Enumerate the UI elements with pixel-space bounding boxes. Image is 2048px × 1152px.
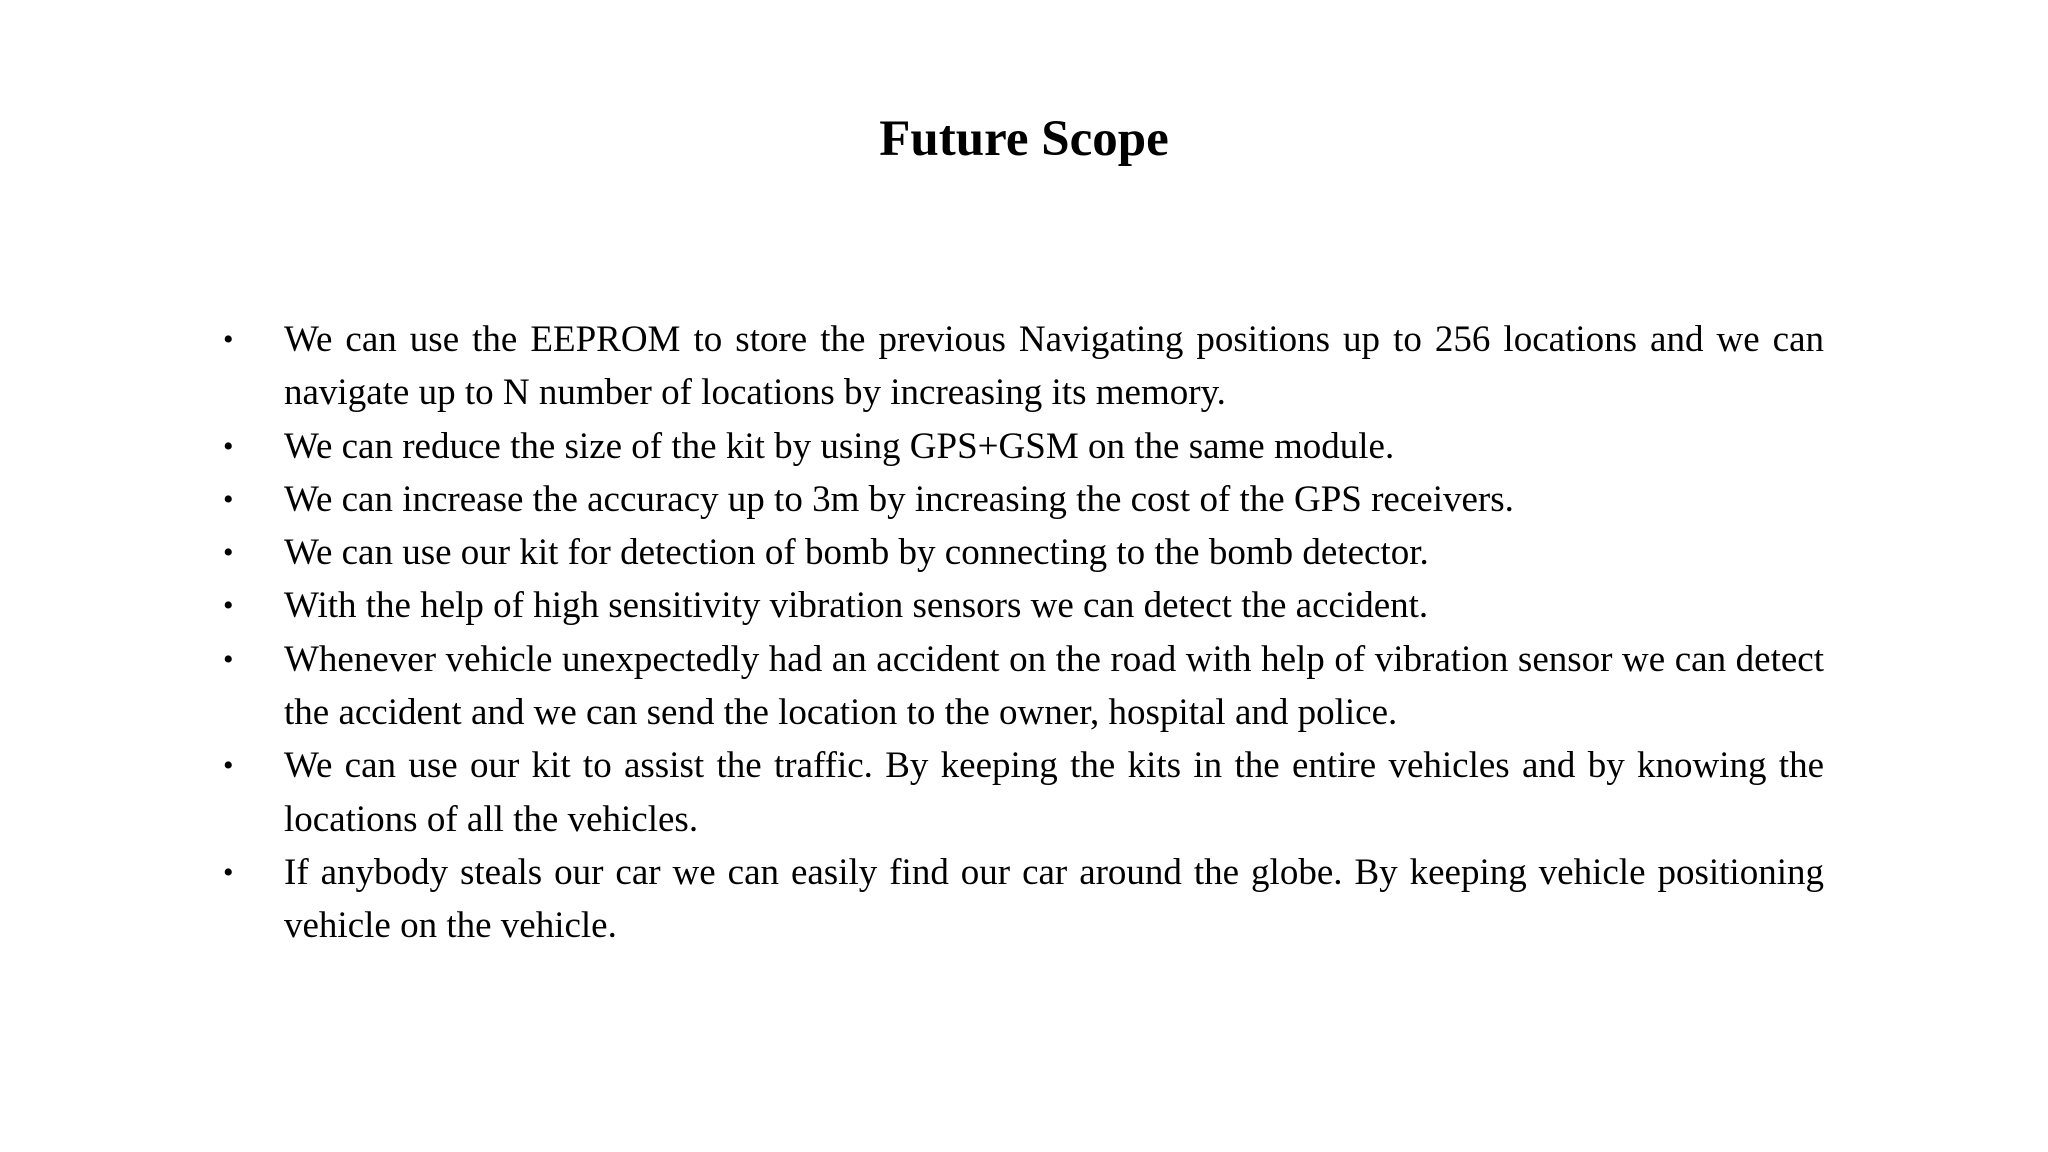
list-item: [223, 579, 1824, 632]
bullet-icon: •: [223, 855, 234, 889]
list-item-text: We can use the EEPROM to store the previous Navigating positions up to 256 locations and we can navigate up to N number of locations by increasing its memory.: [284, 319, 1824, 414]
list-item-text: If anybody steals our car we can easily find our car around the globe. By keeping vehicle positioning vehicle on the vehicle.: [284, 851, 1824, 947]
slide-title: Future Scope: [879, 111, 1169, 167]
list-item: [223, 633, 1824, 740]
bullet-icon: •: [223, 323, 234, 356]
list-item: [223, 420, 1824, 473]
list-item: [223, 739, 1824, 846]
bullet-icon: •: [223, 749, 234, 783]
list-item-text: We can reduce the size of the kit by using GPS+GSM on the same module.: [284, 425, 1395, 467]
list-item-text: We can increase the accuracy up to 3m by increasing the cost of the GPS receivers.: [284, 478, 1514, 520]
bullet-list: [223, 313, 1824, 953]
bullet-icon: •: [223, 642, 234, 676]
list-item: [223, 846, 1824, 953]
list-item-text: We can use our kit for detection of bomb by connecting to the bomb detector.: [284, 532, 1429, 574]
bullet-icon: •: [223, 482, 234, 516]
bullet-icon: •: [223, 589, 234, 623]
list-item-text: We can use our kit to assist the traffic. By keeping the kits in the entire vehicles and by knowing the locations of all the vehicles.: [284, 745, 1824, 840]
list-item: [223, 473, 1824, 526]
list-item: [223, 526, 1824, 579]
list-item-text: With the help of high sensitivity vibration sensors we can detect the accident.: [284, 585, 1429, 627]
bullet-icon: •: [223, 429, 234, 463]
bullet-icon: •: [223, 536, 234, 570]
list-item-text: Whenever vehicle unexpectedly had an accident on the road with help of vibration sensor we can detect the accident and we can send the location to the owner, hospital and police.: [284, 638, 1824, 734]
list-item: [223, 313, 1824, 420]
